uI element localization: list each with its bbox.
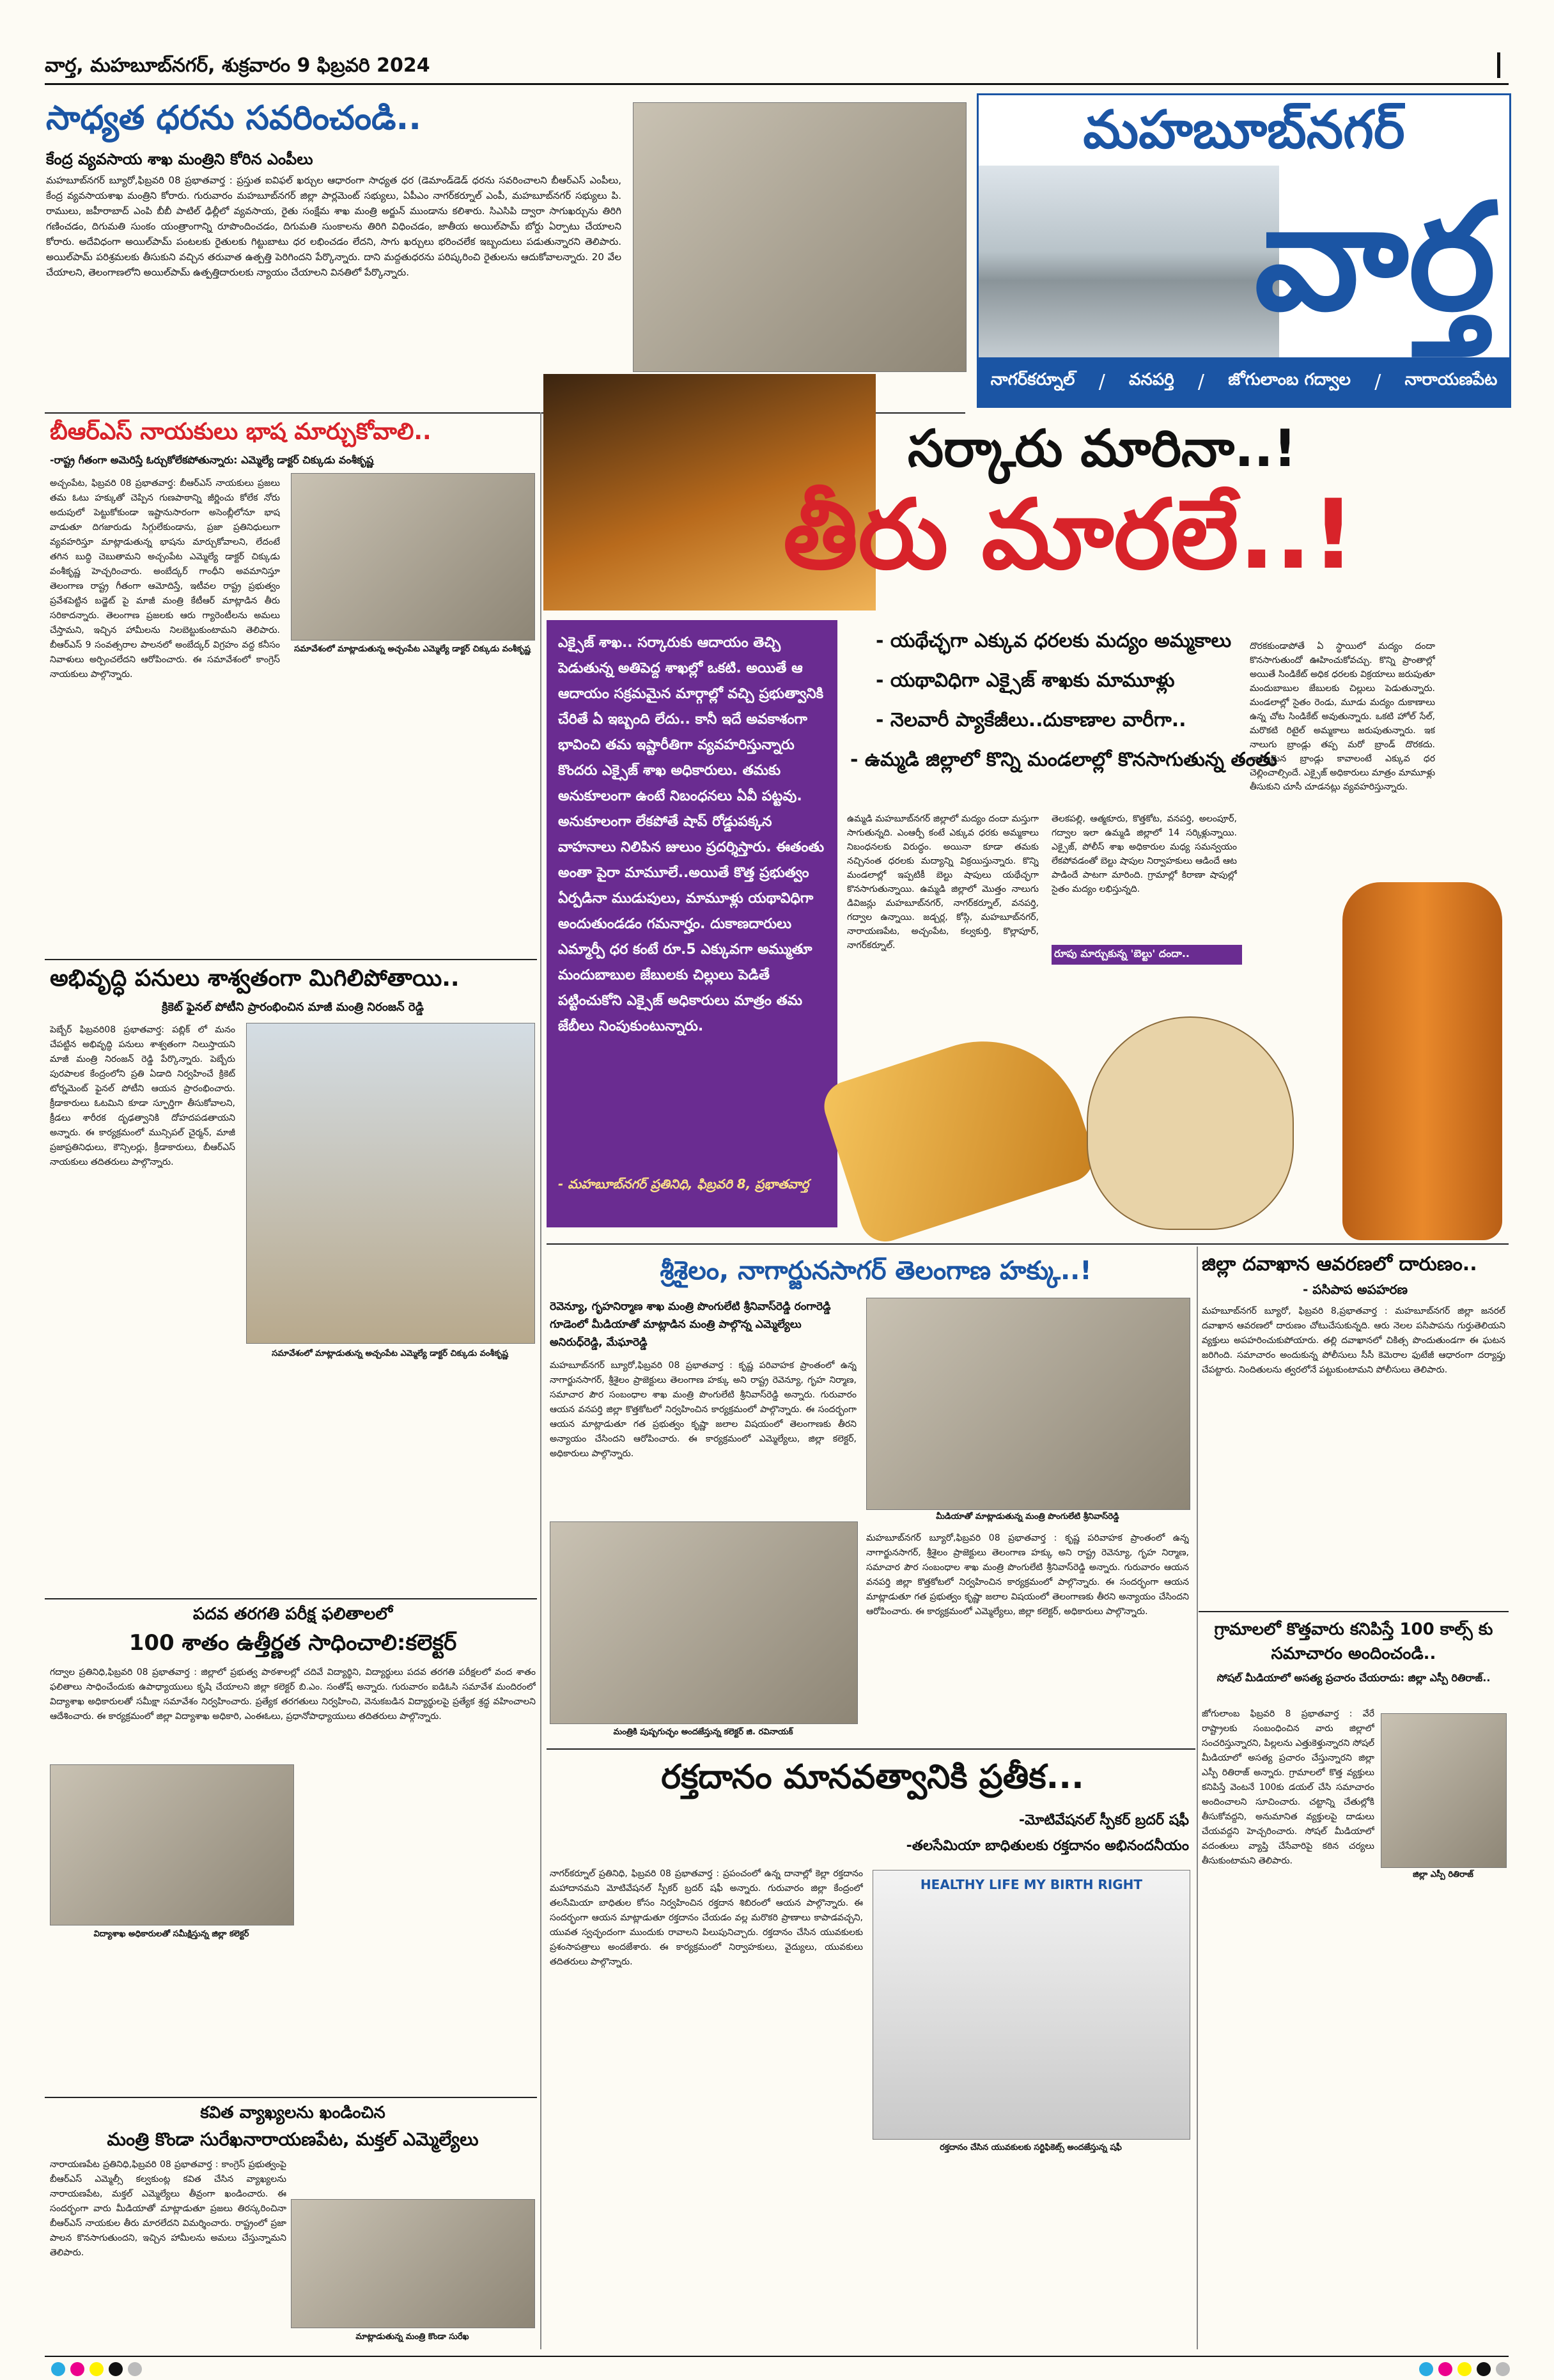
masthead-brand: వార్త [1254,173,1496,343]
story5-kicker: కవిత వ్యాఖ్యలను ఖండించిన [200,2103,385,2122]
footer-rule [45,2356,1509,2357]
bottle-right-illustration [1342,882,1502,1240]
lead-title-big: తీరు మారలే..! [783,479,1355,591]
story6-body: మహబూబ్‌నగర్ బ్యూరో,ఫిబ్రవరి 08 ప్రభాతవార్త : కృష్ణ పరివాహక ప్రాంతంలో ఉన్న నాగార్జునసాగర్, శ్రీశైలం ప్రాజెక్టులు తెలంగాణ హక్కు అని రాష్ట్ర రెవెన్యూ, గృహ నిర్మాణ, సమాచార పౌర సంబంధాల శాఖ మంత్రి పొంగులేటి శ్రీనివాస్‌రెడ్డి అన్నారు. గురువారం ఆయన వనపర్తి జిల్లా కొత్తకోటలో నిర్వహించిన కార్యక్రమంలో పాల్గొన్నారు. ఈ సందర్భంగా ఆయన మాట్లాడుతూ గత ప్రభుత్వం కృష్ణా జలాల విషయంలో తెలంగాణకు తీరని అన్యాయం చేసిందని ఆరోపించారు. ఈ కార్యక్రమంలో ఎమ్మెల్యేలు, జిల్లా కలెక్టర్, అధికారులు పాల్గొన్నారు. [550,1360,857,1459]
rule-story9 [547,1748,1195,1750]
story9-photo [873,1870,1190,2140]
story8-caption: జిల్లా ఎస్పీ రితిరాజ్ [1413,1870,1473,1879]
story3-caption: సమావేశంలో మాట్లాడుతున్న అచ్చంపేట ఎమ్మెల్యే డాక్టర్ చిక్కుడు వంశీకృష్ణ [272,1349,508,1358]
reg-dot-black [109,2362,123,2376]
story6-caption1: మీడియాతో మాట్లాడుతున్న మంత్రి పొంగులేటి శ్రీనివాస్‌రెడ్డి [936,1512,1119,1521]
story5-body: నారాయణపేట ప్రతినిధి,ఫిబ్రవరి 08 ప్రభాతవార్త : కాంగ్రెస్ ప్రభుత్వంపై బీఆర్ఎస్ ఎమ్మెల్సీ కల్వకుంట్ల కవిత చేసిన వ్యాఖ్యలను నారాయణపేట, మక్తల్ ఎమ్మెల్యేలు తీవ్రంగా ఖండించారు. ఈ సందర్భంగా వారు మీడియాతో మాట్లాడుతూ ప్రజలు తిరస్కరించినా బీఆర్ఎస్ నాయకుల తీరు మారలేదని విమర్శించారు. రాష్ట్రంలో ప్రజా పాలన కొనసాగుతుందని, ఇచ్చిన హామీలను అమలు చేస్తున్నామని తెలిపారు. [50,2159,286,2258]
lead-sidebar-text: ఎక్సైజ్ శాఖ.. సర్కారుకు ఆదాయం తెచ్చి పెడుతున్న అతిపెద్ద శాఖల్లో ఒకటి. అయితే ఆ ఆదాయం సక్రమమైన మార్గాల్లో వచ్చి ప్రభుత్వానికి చేరితే ఏ ఇబ్బంది లేదు.. కానీ ఇదే అవకాశంగా భావించి తమ ఇష్టారీతిగా వ్యవహరిస్తున్నారు కొందరు ఎక్సైజ్ శాఖ అధికారులు. తమకు అనుకూలంగా ఉంటే నిబంధనలు ఏవీ పట్టవు. అనుకూలంగా లేకపోతే షాప్ రోడ్డుపక్కన వాహనాలు నిలిపిన జులుం ప్రదర్శిస్తారు. ఈతంతు అంతా పైరా మామూలే..అయితే కొత్త ప్రభుత్వం ఏర్పడినా ముడుపులు, మామూళ్లు యథావిధిగా అందుతుండడం గమనార్హం. దుకాణదారులు ఎమ్మార్పీ ధర కంటే రూ.5 ఎక్కువగా అమ్ముతూ మందుబాబుల జేబులకు చిల్లులు పెడితే పట్టించుకోని ఎక్సైజ్ అధికారులు మాత్రం తమ జేబీలు నింపుకుంటున్నారు. [558,635,825,1034]
lead-highlight: రూపు మార్చుకున్న 'బెల్టు' దందా.. [1052,945,1242,965]
story3-title: అభివృద్ధి పనులు శాశ్వతంగా మిగిలిపోతాయి.. [50,965,460,992]
story5-title: మంత్రి కొండా సురేఖనారాయణపేట, మక్తల్ ఎమ్మెల్యేలు [107,2129,479,2150]
story7-title: జిల్లా దవాఖాన ఆవరణలో దారుణం.. [1202,1253,1477,1275]
bottle-left-illustration [818,1015,1100,1248]
story5-photo [291,2199,535,2328]
reg-dot-magenta [70,2362,84,2376]
masthead-district: మహబూబ్‌నగర్ [979,95,1509,166]
story1-title: సాధ్యత ధరను సవరించండి.. [46,99,422,137]
reg-dot-black-r [1477,2362,1491,2376]
lead-bullet-1: - యథేచ్ఛగా ఎక్కువ ధరలకు మద్యం అమ్మకాలు [876,630,1232,652]
story2-caption: సమావేశంలో మాట్లాడుతున్న అచ్చంపేట ఎమ్మెల్యే డాక్టర్ చిక్కుడు వంశీకృష్ణ [294,644,531,654]
lead-col3: దొరకకుండాపోతే ఏ స్థాయిలో మద్యం దందా కొనసాగుతుందో ఊహించుకోవచ్చు. కొన్ని ప్రాంతాల్లో అయితే సిండికేట్ అధిక ధరలకు విక్రయాలు జరుపుతూ మందుబాబుల జేబులకు చిల్లులు పెడుతున్నారు. మండలాల్లో సైతం రెండు, మూడు మద్యం దుకాణాలు ఉన్న చోట సిండికేట్ అవుతున్నారు. ఒకటి హోల్ సేల్, మరొకటి రిటైల్ అమ్మకాలు జరుపుతున్నారు. ఇక నాలుగు బ్రాండ్లు తప్ప మరో బ్రాండ్ దొరకదు. నాణ్యమైన బ్రాండ్లు కావాలంటే ఎక్కువ ధర చెల్లించాల్సిందే. ఎక్సైజ్ అధికారులు మాత్రం మామూళ్లు తీసుకుని చూసీ చూడనట్లు వ్యవహరిస్తున్నారు. [1250,641,1435,792]
reg-dot-magenta-r [1438,2362,1452,2376]
story6-caption2: మంత్రికి పుష్పగుచ్ఛం అందజేస్తున్న కలెక్టర్ జి. రవినాయక్ [613,1727,793,1737]
story4-caption: విద్యాశాఖ అధికారులతో సమీక్షిస్తున్న జిల్లా కలెక్టర్ [93,1929,249,1939]
story8-body: జోగులాంబ ఫిబ్రవరి 8 ప్రభాతవార్త : వేరే రాష్ట్రాలకు సంబంధించిన వారు జిల్లాలో సంచరిస్తున్నారని, పిల్లలను ఎత్తుకెళ్తున్నారని సోషల్ మీడియాలో అసత్య ప్రచారం చేస్తున్నారని జిల్లా ఎస్పీ రితిరాజ్ అన్నారు. గ్రామాలలో కొత్త వ్యక్తులు కనిపిస్తే వెంటనే 100కు డయల్ చేసి సమాచారం అందించాలని సూచించారు. చట్టాన్ని చేతుల్లోకి తీసుకోవద్దని, అనుమానిత వ్యక్తులపై దాడులు చేయవద్దని హెచ్చరించారు. సోషల్ మీడియాలో వదంతులు వ్యాప్తి చేసేవారిపై కఠిన చర్యలు తీసుకుంటామని తెలిపారు. [1202,1709,1374,1866]
story2-subtitle: -రాష్ట్ర గీతంగా అమెరిస్తే ఓర్చుకోలేకపోతున్నారు: ఎమ్మెల్యే డాక్టర్ చిక్కుడు వంశీకృష్ణ [50,454,374,466]
story9-caption: రక్తదానం చేసిన యువకులకు సర్టిఫికెట్స్ అందజేస్తున్న షఫీ [940,2143,1122,2152]
edition-3: జోగులాంబ గద్వాల [1228,370,1351,389]
story8-photo [1381,1713,1507,1868]
story8-subtitle: సోషల్ మీడియాలో అసత్య ప్రచారం చేయరాదు: జిల్లా ఎస్పీ రితిరాజ్.. [1216,1672,1491,1684]
lead-title-top: సర్కారు మారినా..! [908,419,1297,478]
story6-photo2 [550,1521,858,1724]
dateline: వార్త, మహబూబ్‌నగర్, శుక్రవారం 9 ఫిబ్రవరి 2024 [45,54,430,77]
story7-subtitle: - పసిపాప అపహరణ [1303,1282,1408,1297]
story2-body: అచ్చంపేట, ఫిబ్రవరి 08 ప్రభాతవార్త: బీఆర్ఎస్ నాయకులు ప్రజలు తమ ఓటు హక్కుతో చెప్పిన గుణపాఠాన్ని జీర్ణించు కోలేక నోరు అదుపులో పెట్టుకోకుండా ఇష్టానుసారంగా అసెంబ్లీలోనూ భాష వాడుతూ దిగజారుడు సిగ్గులేకుండాను, ప్రజా ప్రతినిధులుగా వ్యవహరిస్తూ మాట్లాడుతున్న భాషను మార్చుకోవాలని, లేదంటే తగిన బుద్ధి చెబుతామని అచ్చంపేట ఎమ్మెల్యే డాక్టర్ చిక్కుడు వంశీకృష్ణ హెచ్చరించారు. అంబేద్కర్ గాంధీని అవమానిస్తూ తెలంగాణ రాష్ట్ర గీతంగా ఆమోదిస్తే, ఇటీవల రాష్ట్ర ప్రభుత్వం ప్రవేశపెట్టిన బడ్జెట్ పై మాజీ మంత్రి కేటీఆర్ మాట్లాడిన తీరు సరికాదన్నారు. తెలంగాణ ప్రజలకు ఆరు గ్యారెంటీలను అమలు చేస్తామని, ఇచ్చిన హామీలను నిలబెట్టుకుంటామని తెలిపారు. బీఆర్ఎస్ 9 సంవత్సరాల పాలనలో అంబేద్కర్ విగ్రహం వద్ద కనీసం నివాళులు అర్పించలేదని ఆరోపించారు. ఈ సమావేశంలో కాంగ్రెస్ నాయకులు పాల్గొన్నారు. [50,478,280,680]
story1-body: మహబూబ్‌నగర్‌ బ్యూరో,ఫిబ్రవరి 08 ప్రభాతవార్త : ప్రస్తుత ఐవిఫల్‌ ఖర్చుల ఆధారంగా సాధ్యత ధర (డెమాండ్‌డెడ్‌ ధరను సవరించాలని బీఆర్ఎస్ ఎంపీలు, కేంద్ర వ్యవసాయశాఖ మంత్రిని కోరారు. గురువారం మహబూబ్‌నగర్‌ జిల్లా పార్లమెంట్‌ సభ్యులు, ఏపీఎం నాగర్‌కర్నూల్‌ ఎంపీ, మహబూబ్‌నగర్‌ సభ్యులు పి. రాములు, జహీరాబాద్ ఎంపి బీబీ పాటిల్ ఢిల్లీలో వ్యవసాయ, రైతు సంక్షేమ శాఖ మంత్రి అర్జున్ ముండాను కలిశారు. సిఎసిపి ద్వారా సాగుఖర్చును తిరిగి గణించడం, దిగుమతి సుంకం యంత్రాంగాన్ని రూపొందించడం, దిగుమతి సుంకాలను తిరిగి విధించడం, జాతీయ అయిల్‌పామ్ బోర్డు ఏర్పాటు చేయాలని కోరారు. అదేవిధంగా అయిల్‌పామ్ పంటలకు రైతులకు గిట్టుబాటు ధర లభించడం లేదని, సాగు ఖర్చులు భరించలేక ఇబ్బందులు పడుతున్నారని తెలిపారు. అయిల్‌పామ్ పరిశ్రమలకు తీసుకుని వచ్చిన తరువాత ఉత్పత్తి పెరిగిందని పేర్కొన్నారు. దాని మద్దతుధరను పరిష్కరించి రైతులను ఆదుకోవాలన్నారు. 20 వేల చేయాలని, తెలంగాణలోని అయిల్‌పామ్ ఉత్పత్తిదారులకు న్యాయం చేయాలని వినతిలో పేర్కొన్నారు. [46,175,621,278]
story4-photo [50,1764,294,1925]
lead-sidebar-byline: - మహబూబ్‌నగర్ ప్రతినిధి, ఫిబ్రవరి 8, ప్రభాతవార్త [558,1176,809,1192]
reg-dot-yellow [89,2362,104,2376]
lead-col1: ఉమ్మడి మహబూబ్‌నగర్ జిల్లాలో మద్యం దందా మస్తుగా సాగుతున్నది. ఎంఆర్పీ కంటే ఎక్కువ ధరకు అమ్మకాలు నిబంధనలకు విరుద్ధం. అయినా కూడా తమకు నచ్చినంత ధరలకు మద్యాన్ని విక్రయిస్తున్నారు. కొన్ని మండలాల్లో ఇప్పటికీ బెల్టు షాపులు యథేచ్ఛగా కొనసాగుతున్నాయి. ఉమ్మడి జిల్లాలో మొత్తం నాలుగు డివిజన్లు మహబూబ్‌నగర్, నాగర్‌కర్నూల్, వనపర్తి, గద్వాల ఉన్నాయి. జడ్చర్ల, కోస్గి, మహబూబ్‌నగర్, నారాయణపేట, అచ్చంపేట, కల్వకుర్తి, కొల్లాపూర్, నాగర్‌కర్నూల్. [847,814,1039,951]
money-bag-illustration [1087,1016,1294,1230]
story9-banner: HEALTHY LIFE MY BIRTH RIGHT [920,1877,1143,1892]
story8-title: గ్రామాలలో కొత్తవారు కనిపిస్తే 100 కాల్స్ కు సమాచారం అందించండి.. [1214,1620,1493,1663]
story6-subtitle: రెవెన్యూ, గృహనిర్మాణ శాఖ మంత్రి పొంగులేటి శ్రీనివాస్‌రెడ్డి రంగారెడ్డి గూడెంలో మీడియాతో మాట్లాడిన మంత్రి పాల్గొన్న ఎమ్మెల్యేలు అనిరుధ్‌రెడ్డి, మేఘారెడ్డి [550,1300,831,1349]
story5-caption: మాట్లాడుతున్న మంత్రి కొండా సురేఖ [355,2332,469,2342]
edition-1: నాగర్‌కర్నూల్ [990,370,1075,389]
story6-body-cont: మహబూబ్‌నగర్ బ్యూరో,ఫిబ్రవరి 08 ప్రభాతవార్త : కృష్ణ పరివాహక ప్రాంతంలో ఉన్న నాగార్జునసాగర్, శ్రీశైలం ప్రాజెక్టులు తెలంగాణ హక్కు అని రాష్ట్ర రెవెన్యూ, గృహ నిర్మాణ, సమాచార పౌర సంబంధాల శాఖ మంత్రి పొంగులేటి శ్రీనివాస్‌రెడ్డి అన్నారు. గురువారం ఆయన వనపర్తి జిల్లా కొత్తకోటలో నిర్వహించిన కార్యక్రమంలో పాల్గొన్నారు. ఈ సందర్భంగా ఆయన మాట్లాడుతూ గత ప్రభుత్వం కృష్ణా జలాల విషయంలో తెలంగాణకు తీరని అన్యాయం చేసిందని ఆరోపించారు. ఈ కార్యక్రమంలో ఎమ్మెల్యేలు, జిల్లా కలెక్టర్, అధికారులు పాల్గొన్నారు. [866,1533,1189,1617]
header-rule [45,83,1509,85]
edition-4: నారాయణపేట [1404,370,1498,389]
rule-story6 [547,1243,1509,1245]
reg-dot-grey [128,2362,142,2376]
rule-story8 [1199,1611,1509,1612]
lead-bullet-2: - యథావిధిగా ఎక్సైజ్ శాఖకు మామూళ్లు [876,669,1175,692]
story4-title: 100 శాతం ఉత్తీర్ణత సాధించాలి:కలెక్టర్ [128,1630,457,1656]
rule-story5 [45,2097,537,2098]
story9-body: నాగర్‌కర్నూల్ ప్రతినిధి, ఫిబ్రవరి 08 ప్రభాతవార్త : ప్రపంచంలో ఉన్న దానాల్లో కెల్లా రక్తదానం మహాదానమని మోటివేషనల్ స్పీకర్ బ్రదర్ షఫీ అన్నారు. గురువారం జిల్లా కేంద్రంలో తలసేమియా బాధితుల కోసం నిర్వహించిన రక్తదాన శిబిరంలో ఆయన పాల్గొన్నారు. ఈ సందర్భంగా ఆయన మాట్లాడుతూ రక్తదానం చేయడం వల్ల మరొకరి ప్రాణాలు కాపాడవచ్చని, యువత స్వచ్ఛందంగా ముందుకు రావాలని పిలుపునిచ్చారు. రక్తదానం చేసిన యువకులకు ప్రశంసాపత్రాలు అందజేశారు. ఈ కార్యక్రమంలో నిర్వాహకులు, వైద్యులు, యువకులు తదితరులు పాల్గొన్నారు. [550,1869,863,1967]
masthead-editions: నాగర్‌కర్నూల్ / వనపర్తి / జోగులాంబ గద్వాల / నారాయణపేట [979,357,1509,406]
rule-story3 [45,959,537,960]
column-rule-left [540,412,541,2349]
lead-sidebar [547,620,837,1227]
story3-subtitle: క్రికెట్ ఫైనల్ పోటీని ప్రారంభించిన మాజీ మంత్రి నిరంజన్ రెడ్డి [162,1000,424,1014]
story6-photo1 [866,1298,1190,1510]
rule-story4 [45,1598,537,1599]
story9-title: రక్తదానం మానవత్వానికి ప్రతీక... [661,1758,1084,1796]
story3-photo [246,1023,535,1344]
story3-body: పెబ్బేర్ ఫిబ్రవరి08 ప్రభాతవార్త: పబ్లిక్ లో మనం చేపట్టిన అభివృద్ధి పనులు శాశ్వతంగా నిలుస్తాయని మాజీ మంత్రి నిరంజన్ రెడ్డి పేర్కొన్నారు. పెబ్బేరు పురపాలక కేంద్రంలోని ప్రతి ఏడాది నిర్వహించే క్రికెట్ టోర్నమెంట్ ఫైనల్ పోటీని ఆయన ప్రారంభించారు. క్రీడాకారులు ఓటమిని కూడా స్ఫూర్తిగా తీసుకోవాలని, క్రీడలు శారీరక దృఢత్వానికి దోహదపడతాయని అన్నారు. ఈ కార్యక్రమంలో మున్సిపల్ చైర్మన్, మాజీ ప్రజాప్రతినిధులు, కౌన్సిలర్లు, క్రీడాకారులు, బీఆర్ఎస్ నాయకులు తదితరులు పాల్గొన్నారు. [50,1025,235,1167]
story2-title: బీఆర్ఎస్ నాయకులు భాష మార్చుకోవాలి.. [50,419,431,445]
story7-body: మహబూబ్‌నగర్ బ్యూరో, ఫిబ్రవరి 8,ప్రభాతవార్త : మహబూబ్‌నగర్ జిల్లా జనరల్ దవాఖాన ఆవరణలో దారుణం చోటుచేసుకున్నది. ఆరు నెలల పసిపాపను గుర్తుతెలియని వ్యక్తులు అపహరించుకుపోయారు. తల్లి దవాఖానలో చికిత్స పొందుతుండగా ఈ ఘటన జరిగింది. సమాచారం అందుకున్న పోలీసులు సీసీ కెమెరాల ఫుటేజీ ఆధారంగా దర్యాప్తు చేపట్టారు. నిందితులను త్వరలోనే పట్టుకుంటామని పోలీసులు తెలిపారు. [1202,1306,1505,1375]
lead-col2: తెలకపల్లి, ఆత్మకూరు, కొత్తకోట, వనపర్తి, అలంపూర్, గద్వాల ఇలా ఉమ్మడి జిల్లాలో 14 సర్కిళ్లున్నాయి. ఎక్సైజ్, పోలీస్ శాఖ అధికారుల మధ్య సమన్వయం లేకపోవడంతో బెల్టు షాపుల నిర్వాహకులు ఆడిందే ఆట పాడిందే పాటగా మారింది. గ్రామాల్లో కిరాణా షాపుల్లో సైతం మద్యం లభిస్తున్నది. [1052,814,1237,894]
story1-subtitle: కేంద్ర వ్యవసాయ శాఖ మంత్రిని కోరిన ఎంపీలు [46,150,313,168]
masthead [977,93,1511,408]
masthead-photo [979,166,1279,357]
reg-dot-yellow-r [1457,2362,1472,2376]
edition-2: వనపర్తి [1129,370,1174,389]
story9-subtitle1: -మోటివేషనల్ స్పీకర్ బ్రదర్ షఫీ [1018,1812,1189,1828]
story9-subtitle2: -తలసేమియా బాధితులకు రక్తదానం అభినందనీయం [906,1838,1189,1854]
story4-body: గద్వాల ప్రతినిధి,ఫిబ్రవరి 08 ప్రభాతవార్త : జిల్లాలో ప్రభుత్వ పాఠశాలల్లో చదివే విద్యార్థిని, విద్యార్థులు పదవ తరగతి పరీక్షలలో వంద శాతం ఫలితాలు సాధించేందుకు ఉపాధ్యాయులు కృషి చేయాలని జిల్లా కలెక్టర్ బి.ఎం. సంతోష్ అన్నారు. గురువారం ఐడిఓసి సమావేశ మందిరంలో విద్యాశాఖ అధికారులతో సమీక్షా సమావేశం నిర్వహించారు. ప్రత్యేక తరగతులు నిర్వహించి, వెనుకబడిన విద్యార్థులపై ప్రత్యేక శ్రద్ధ వహించాలని ఆదేశించారు. ఈ కార్యక్రమంలో జిల్లా విద్యాశాఖ అధికారి, ఎంఈఓలు, ప్రధానోపాధ్యాయులు తదితరులు పాల్గొన్నారు. [50,1667,536,1722]
lead-bullet-4: - ఉమ్మడి జిల్లాలో కొన్ని మండలాల్లో కొనసాగుతున్న తంతు [850,749,1277,771]
lead-bullet-3: - నెలవారీ ప్యాకేజీలు..దుకాణాల వారీగా.. [876,709,1186,731]
story4-kicker: పదవ తరగతి పరీక్ష ఫలితాలలో [192,1605,393,1624]
story1-photo [633,102,967,372]
story6-title: శ్రీశైలం, నాగార్జునసాగర్ తెలంగాణ హక్కు..! [660,1256,1092,1286]
reg-dot-cyan-r [1419,2362,1433,2376]
left-col-rule-top [45,412,537,414]
story2-photo [291,473,535,641]
reg-dot-grey-r [1496,2362,1510,2376]
header-tick [1497,52,1500,78]
column-rule-right [1197,1247,1198,2349]
reg-dot-cyan [51,2362,65,2376]
